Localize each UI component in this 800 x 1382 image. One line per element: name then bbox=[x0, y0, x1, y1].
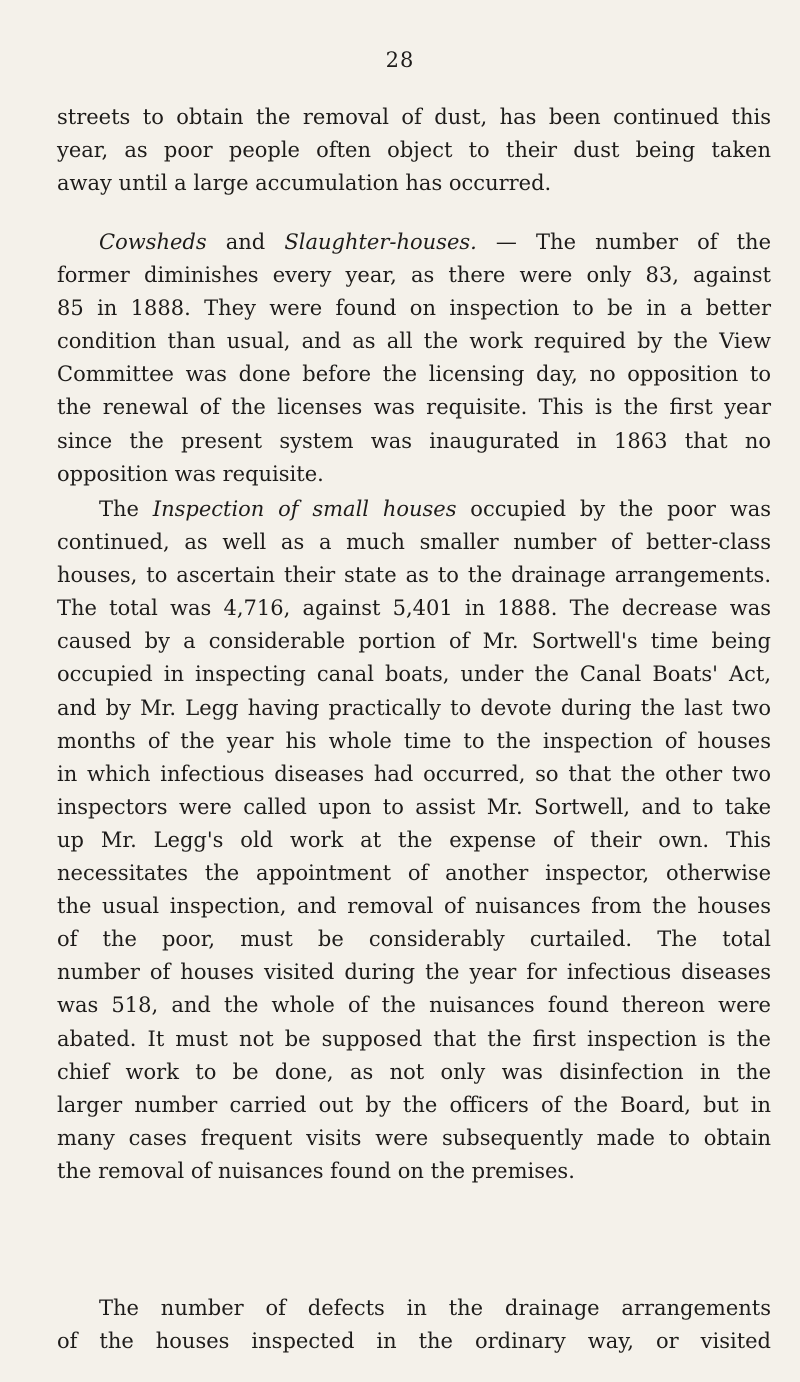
text-line: The total was 4,716, against 5,401 in 1888. The decrease was bbox=[57, 596, 771, 621]
text-line: up Mr. Legg's old work at the expense of their own. This bbox=[57, 827, 771, 852]
text-run: The bbox=[99, 497, 153, 521]
page-number: 28 bbox=[385, 48, 415, 72]
text-line: condition than usual, and as all the work required by the View bbox=[57, 329, 771, 354]
text-line: necessitates the appointment of another inspector, otherwise bbox=[57, 861, 771, 886]
text-line: year, as poor people often object to their dust being taken bbox=[57, 138, 771, 163]
text-line: of the poor, must be considerably curtailed. The total bbox=[57, 927, 771, 952]
text-line: chief work to be done, as not only was disinfection in the bbox=[57, 1059, 771, 1084]
text-line bbox=[57, 226, 771, 259]
text-line: houses, to ascertain their state as to the drainage arrangements. bbox=[57, 563, 771, 588]
text-line: of the houses inspected in the ordinary way, or visited bbox=[57, 1329, 771, 1354]
text-line: Committee was done before the licensing day, no opposition to bbox=[57, 362, 771, 387]
text-line: away until a large accumulation has occurred. bbox=[57, 171, 552, 196]
text-line: was 518, and the whole of the nuisances found thereon were bbox=[57, 993, 771, 1018]
paragraph-dust-removal bbox=[57, 101, 771, 200]
text-line: abated. It must not be supposed that the first inspection is the bbox=[57, 1026, 771, 1051]
text-line: caused by a considerable portion of Mr. Sortwell's time being bbox=[57, 629, 771, 654]
text-line: occupied in inspecting canal boats, under the Canal Boats' Act, bbox=[57, 662, 771, 687]
text-line: continued, as well as a much smaller number of better-class bbox=[57, 530, 771, 555]
paragraph-inspection-small-houses bbox=[57, 493, 771, 1188]
text-line: number of houses visited during the year for infectious diseases bbox=[57, 960, 771, 985]
text-line: the usual inspection, and removal of nuisances from the houses bbox=[57, 894, 771, 919]
slaughter-houses-heading: Slaughter-houses. bbox=[284, 230, 477, 254]
text-line: in which infectious diseases had occurred, so that the other two bbox=[57, 761, 771, 786]
text-line: and by Mr. Legg having practically to devote during the last two bbox=[57, 695, 771, 720]
text-line: The number of defects in the drainage arrangements bbox=[99, 1296, 771, 1320]
text-line: former diminishes every year, as there were only 83, against bbox=[57, 263, 771, 288]
text-line: streets to obtain the removal of dust, has been continued this bbox=[57, 105, 771, 129]
text-line: larger number carried out by the officers of the Board, but in bbox=[57, 1092, 771, 1117]
paragraph-cowsheds bbox=[57, 226, 771, 491]
text-line: months of the year his whole time to the inspection of houses bbox=[57, 728, 771, 753]
cowsheds-heading: Cowsheds bbox=[99, 230, 207, 254]
text-line: inspectors were called upon to assist Mr. Sortwell, and to take bbox=[57, 794, 771, 819]
text-run: occupied by the poor was bbox=[456, 497, 772, 521]
text-line: 85 in 1888. They were found on inspection to be in a better bbox=[57, 296, 771, 321]
text-line: opposition was requisite. bbox=[57, 461, 324, 486]
text-line bbox=[57, 493, 771, 526]
heading-conjunction: and bbox=[206, 230, 285, 254]
inspection-heading: Inspection of small houses bbox=[152, 497, 457, 521]
text-line: many cases frequent visits were subsequently made to obtain bbox=[57, 1125, 771, 1150]
text-line: the renewal of the licenses was requisite. This is the first year bbox=[57, 395, 771, 420]
text-line: the removal of nuisances found on the premises. bbox=[57, 1158, 575, 1183]
text-run: — The number of the bbox=[476, 230, 772, 254]
paragraph-drainage-defects bbox=[57, 1292, 771, 1358]
text-line: since the present system was inaugurated in 1863 that no bbox=[57, 428, 771, 453]
